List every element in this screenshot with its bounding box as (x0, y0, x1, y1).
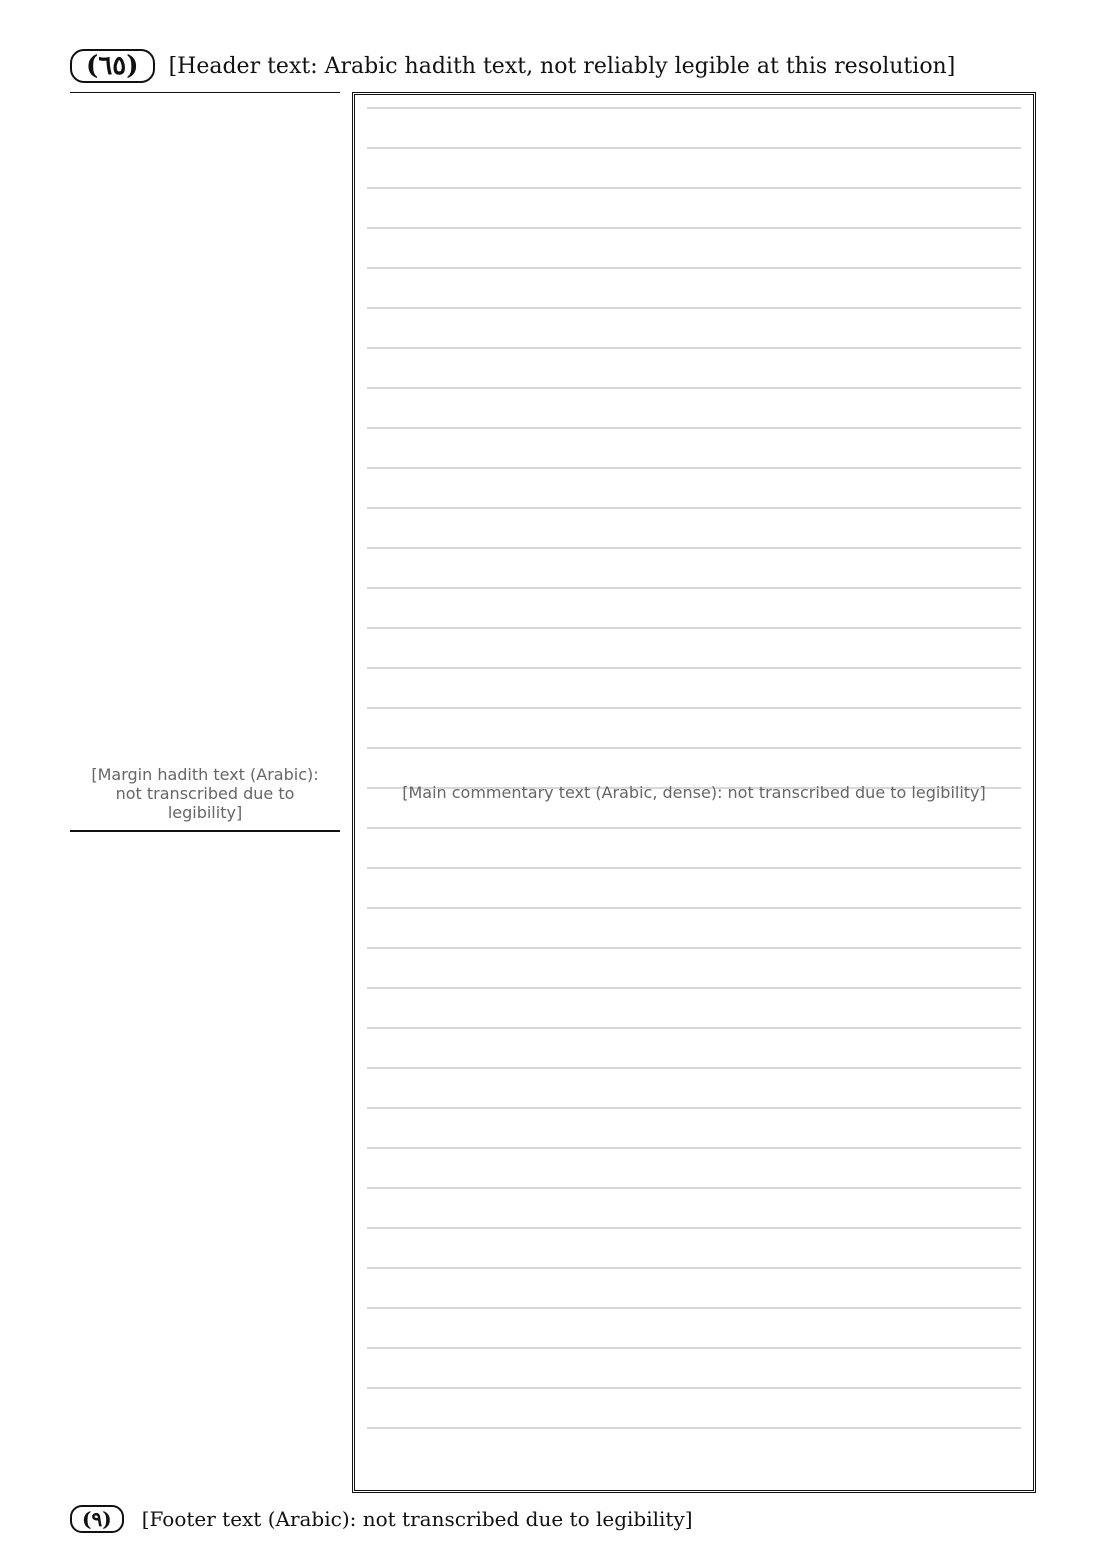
main-text-placeholder: [Main commentary text (Arabic, dense): not transcribed due to legibility] (402, 783, 986, 802)
page-header (70, 40, 1036, 92)
margin-divider (70, 830, 340, 832)
main-commentary-frame (352, 92, 1036, 1493)
page-footer (70, 1501, 1036, 1537)
side-text-placeholder: [Margin hadith text (Arabic): not transcribed due to legibility] (91, 764, 319, 822)
footer-text: [Footer text (Arabic): not transcribed due to legibility] (141, 1507, 693, 1531)
page-number: (٦٥) (70, 49, 155, 83)
signature-mark: (٩) (70, 1505, 124, 1533)
margin-column (70, 92, 340, 1493)
header-text: [Header text: Arabic hadith text, not reliably legible at this resolution] (168, 53, 956, 79)
